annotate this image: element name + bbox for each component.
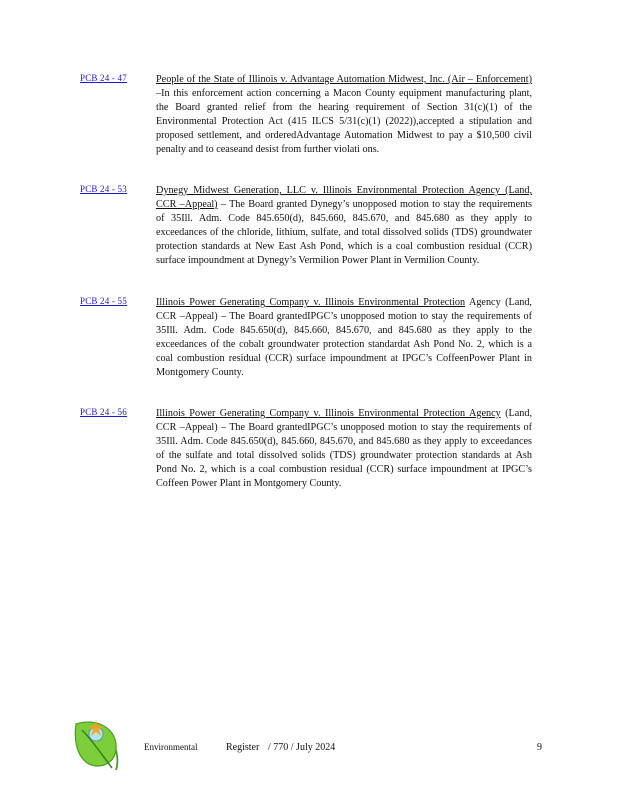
- case-body: Agency (Land, CCR –Appeal) – The Board grantedIPGC’s unopposed motion to stay the requirements of 35Ill. Adm. Code 845.650(d), 845.660, 845.670, and 845.680 as they apply to the exceedances of the cobalt groundwater protection standardat Ash Pond No. 2, which is a coal combustion residual (CCR) surface impoundment at IPGC’s CoffeenPower Plant in Montgomery County.: [156, 297, 532, 378]
- case-summary: [156, 296, 532, 380]
- case-number-link[interactable]: PCB 24 - 53: [80, 184, 127, 194]
- case-caption: Illinois Power Generating Company v. Illinois Environmental Protection Agency: [156, 408, 501, 419]
- case-summary: [156, 407, 532, 491]
- case-body: (Land, CCR –Appeal) – The Board grantedIPGC’s unopposed motion to stay the requirements of 35Ill. Adm. Code 845.650(d), 845.660, 845.670, and 845.680 as they apply to exceedances of the sulfate and total dissolved solids (TDS) groundwater protection standards at Ash Pond No. 2, which is a coal combustion residual (CCR) surface impoundment at IPGC’s Coffeen Power Plant in Montgomery County.: [156, 408, 533, 489]
- case-summary: [156, 184, 532, 268]
- page-number: 9: [537, 742, 542, 753]
- case-number-link[interactable]: PCB 24 - 55: [80, 296, 127, 306]
- footer-publication: Environmental: [144, 742, 198, 752]
- case-body: –In this enforcement action concerning a Macon County equipment manufacturing plant, the Board granted relief from the hearing requirement of Section 31(c)(1) of the Environmental Protection Act (415 ILCS 5/31(c)(1) (2022)),accepted a stipulation and proposed settlement, and orderedAdvantage Automation Midwest to pay a $10,500 civil penalty and to ceaseand desist from further violati ons.: [156, 88, 532, 155]
- case-summary: [156, 73, 532, 157]
- case-number-link[interactable]: PCB 24 - 47: [80, 73, 127, 83]
- case-caption: People of the State of Illinois v. Advantage Automation Midwest, Inc. (Air – Enforcement): [156, 74, 532, 85]
- page-footer: [0, 742, 618, 762]
- case-number-link[interactable]: PCB 24 - 56: [80, 407, 127, 417]
- footer-register: Register: [226, 742, 260, 753]
- footer-issue: / 770 / July 2024: [268, 742, 336, 753]
- case-caption: Illinois Power Generating Company v. Illinois Environmental Protection: [156, 297, 466, 308]
- case-body: – The Board granted Dynegy’s unopposed motion to stay the requirements of 35Ill. Adm. Code 845.650(d), 845.660, 845.670, and 845.680 as they apply to exceedances of the chloride, lithium, sulfate, and total dissolved solids (TDS) groundwater protection standards at New East Ash Pond, which is a coal combustion residual (CCR) surface impoundment at Dynegy’s Vermilion Power Plant in Vermilion County.: [156, 199, 532, 266]
- case-caption: Dynegy Midwest Generation, LLC v. Illinois Environmental Protection Agency (Land, CCR –Appeal): [156, 185, 532, 210]
